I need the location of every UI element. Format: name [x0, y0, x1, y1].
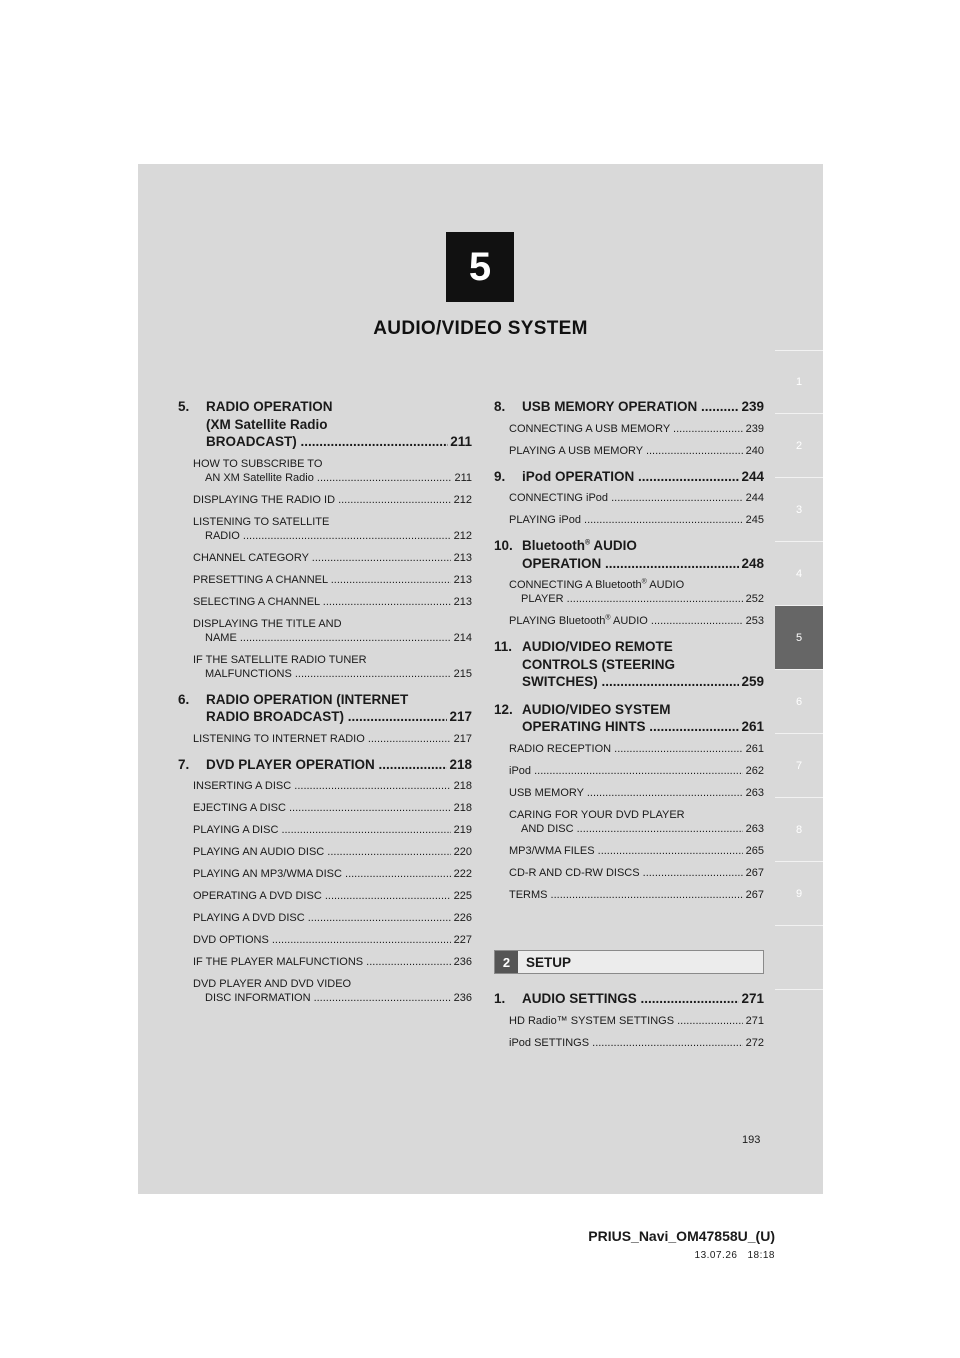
tab-2[interactable]: 2	[775, 414, 823, 478]
toc-item[interactable]: CONNECTING A Bluetooth® AUDIO PLAYER ..... 252	[494, 578, 764, 606]
toc-section-8[interactable]: 8. USB MEMORY OPERATION ..... 239	[494, 398, 764, 416]
setup-header	[494, 950, 764, 974]
toc-item[interactable]: IF THE PLAYER MALFUNCTIONS ..... 236	[178, 955, 472, 969]
tab-3[interactable]: 3	[775, 478, 823, 542]
tab-7[interactable]: 7	[775, 734, 823, 798]
toc-item[interactable]: CARING FOR YOUR DVD PLAYER AND DISC ..... 263	[494, 808, 764, 836]
setup-badge: 2	[495, 951, 518, 973]
toc-item[interactable]: HD Radio™ SYSTEM SETTINGS ..... 271	[494, 1014, 764, 1028]
toc-item[interactable]: SELECTING A CHANNEL ..... 213	[178, 595, 472, 609]
toc-item[interactable]: OPERATING A DVD DISC ..... 225	[178, 889, 472, 903]
print-timestamp	[685, 1250, 775, 1261]
print-time: 18:18	[747, 1250, 775, 1261]
toc-setup-section-1[interactable]: 1. AUDIO SETTINGS ..... 271	[494, 990, 764, 1008]
toc-item[interactable]: PLAYING AN MP3/WMA DISC ..... 222	[178, 867, 472, 881]
toc-item[interactable]: CD-R AND CD-RW DISCS ..... 267	[494, 866, 764, 880]
document-name: PRIUS_Navi_OM47858U_(U)	[588, 1228, 775, 1244]
toc-section-5[interactable]: 5. RADIO OPERATION (XM Satellite Radio BROADCAST) ..... 211	[178, 398, 472, 451]
toc-item[interactable]: USB MEMORY ..... 263	[494, 786, 764, 800]
chapter-title: AUDIO/VIDEO SYSTEM	[373, 318, 588, 339]
toc-item[interactable]: PRESETTING A CHANNEL ..... 213	[178, 573, 472, 587]
chapter-number: 5	[446, 232, 514, 302]
toc-item[interactable]: LISTENING TO SATELLITE RADIO ..... 212	[178, 515, 472, 543]
toc-item[interactable]: RADIO RECEPTION ..... 261	[494, 742, 764, 756]
tab-6[interactable]: 6	[775, 670, 823, 734]
toc-section-7[interactable]: 7. DVD PLAYER OPERATION ..... 218	[178, 756, 472, 774]
toc-item[interactable]: iPod ..... 262	[494, 764, 764, 778]
toc-item[interactable]: PLAYING A DVD DISC ..... 226	[178, 911, 472, 925]
tab-blank	[775, 926, 823, 990]
tab-5[interactable]: 5	[775, 606, 823, 670]
toc-item[interactable]: DVD PLAYER AND DVD VIDEO DISC INFORMATION ..... 236	[178, 977, 472, 1005]
toc-item[interactable]: IF THE SATELLITE RADIO TUNER MALFUNCTIONS ..... 215	[178, 653, 472, 681]
toc-section-11[interactable]: 11. AUDIO/VIDEO REMOTE CONTROLS (STEERING SWITCHES) ..... 259	[494, 638, 764, 691]
setup-label: SETUP	[526, 954, 572, 970]
toc-item[interactable]: PLAYING A DISC ..... 219	[178, 823, 472, 837]
toc-section-9[interactable]: 9. iPod OPERATION ..... 244	[494, 468, 764, 486]
toc-item[interactable]: HOW TO SUBSCRIBE TO AN XM Satellite Radio ..... 211	[178, 457, 472, 485]
toc-item[interactable]: EJECTING A DISC ..... 218	[178, 801, 472, 815]
toc-item[interactable]: DISPLAYING THE RADIO ID ..... 212	[178, 493, 472, 507]
toc-item[interactable]: iPod SETTINGS ..... 272	[494, 1036, 764, 1050]
toc-section-12[interactable]: 12. AUDIO/VIDEO SYSTEM OPERATING HINTS ..... 261	[494, 701, 764, 736]
toc-item[interactable]: DVD OPTIONS ..... 227	[178, 933, 472, 947]
toc-item[interactable]: PLAYING Bluetooth® AUDIO ..... 253	[494, 614, 764, 628]
toc-item[interactable]: CONNECTING A USB MEMORY ..... 239	[494, 422, 764, 436]
tab-9[interactable]: 9	[775, 862, 823, 926]
tab-1[interactable]: 1	[775, 350, 823, 414]
toc-item[interactable]: PLAYING AN AUDIO DISC ..... 220	[178, 845, 472, 859]
chapter-tabs	[775, 350, 823, 990]
toc-item[interactable]: DISPLAYING THE TITLE AND NAME ..... 214	[178, 617, 472, 645]
toc-item[interactable]: LISTENING TO INTERNET RADIO ..... 217	[178, 732, 472, 746]
print-date: 13.07.26	[694, 1250, 738, 1261]
tab-4[interactable]: 4	[775, 542, 823, 606]
toc-item[interactable]: PLAYING iPod ..... 245	[494, 513, 764, 527]
toc-item[interactable]: INSERTING A DISC ..... 218	[178, 779, 472, 793]
page-number: 193	[742, 1134, 761, 1146]
toc-item[interactable]: TERMS ..... 267	[494, 888, 764, 902]
toc-right-column	[494, 398, 764, 910]
toc-item[interactable]: CHANNEL CATEGORY ..... 213	[178, 551, 472, 565]
toc-item[interactable]: MP3/WMA FILES ..... 265	[494, 844, 764, 858]
toc-section-6[interactable]: 6. RADIO OPERATION (INTERNET RADIO BROADCAST) ..... 217	[178, 691, 472, 726]
toc-item[interactable]: CONNECTING iPod ..... 244	[494, 491, 764, 505]
toc-item[interactable]: PLAYING A USB MEMORY ..... 240	[494, 444, 764, 458]
toc-setup-column	[494, 990, 764, 1058]
toc-left-column	[178, 398, 472, 1013]
tab-8[interactable]: 8	[775, 798, 823, 862]
toc-section-10[interactable]: 10. Bluetooth® AUDIO OPERATION ..... 248	[494, 537, 764, 572]
